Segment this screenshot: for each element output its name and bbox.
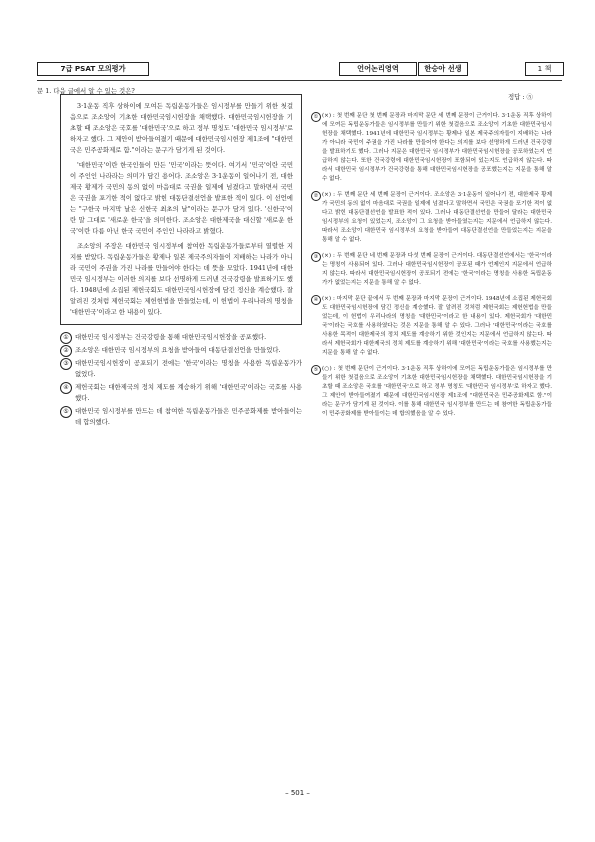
- explanation-number: ①: [311, 112, 321, 122]
- explanation-text: (○) : 첫 번째 문단이 근거이다. 3·1운동 직후 상하이에 모여든 독립운동가들은 임시정부를 만들기 위한 첫걸음으로 조소앙이 기초한 대한민국임시헌장을 채택했다. 대한민국임시헌장을 기초할 때 조소앙은 국호를 '대한민국'으로 하고 정부 명칭도 '대한민국 임시정부'로 하자고 했다. 그 제안이 받아들여졌기 때문에 대한민국임시헌장 제1조에 "대한민국은 민주공화제로 함."이라는 문구가 담기게 된 것이다. 이를 통해 대한민국 임시정부를 만드는 데 참여한 독립운동가들이 민주공화제를 받아들이는 데 합의했음을 알 수 있다.: [322, 366, 552, 417]
- passage-paragraph: '대한민국'이란 한국인들이 만든 '민국'이라는 뜻이다. 여기서 '민국'이란 국민이 주인인 나라라는 의미가 담긴 용어다. 조소앙은 3·1운동이 일어나기 전, 대한제국 황제가 국민의 동의 없이 마음대로 국권을 일제에 넘겼다고 말하면서 국민은 국권을 포기한 적이 없다고 밝힌 대동단결선언을 발표한 적이 있다. 이 선언에는 "구한국 마지막 날은 신한국 최초의 날"이라는 문구가 담겨 있다. '신한국'이란 말 그대로 '새로운 한국'을 의미한다. 조소앙은 대한제국을 대신할 '새로운 한국'이란 다름 아닌 한국 국민이 주인인 나라라고 밝혔다.: [70, 161, 293, 235]
- teacher-label: 한승아 선생: [418, 62, 468, 76]
- left-column: [60, 94, 302, 430]
- explanation-number: ③: [311, 252, 321, 262]
- header-divider: [37, 80, 562, 81]
- explanation-text: (×) : 마지막 문단 끝에서 두 번째 문장과 마지막 문장이 근거이다. 1948년에 소집된 제헌국회도 대한민국임시헌장에 담긴 정신을 계승했다. 잘 알려진 것처럼 제헌국회는 제헌헌법을 만들었는데, 이 헌법이 우리나라의 명칭을 '대한민국'이라고 한 내용이 있다. 제헌국회가 '대한민국'이라는 국호를 사용하였다는 것은 지문을 통해 알 수 있다. 그러나 '대한민국'이라는 국호를 사용한 목적이 대한제국의 정치 제도를 계승하기 위한 것인지는 지문에서 언급하지 않는다. 따라서 제헌국회가 대한제국의 정치 제도를 계승하기 위해 '대한민국'이라는 국호를 사용했는지는 지문을 통해 알 수 없다.: [322, 296, 552, 356]
- explanation-3: [311, 252, 552, 288]
- option-1: [60, 332, 302, 343]
- explanation-column: [311, 112, 552, 426]
- exam-title: 7급 PSAT 모의평가: [37, 62, 149, 76]
- page-header: [37, 62, 562, 76]
- explanation-text: (×) : 첫 번째 문단 첫 번째 문장과 마지막 문단 세 번째 문장이 근거이다. 3·1운동 직후 상하이에 모여든 독립운동가들은 임시정부를 만들기 위한 첫걸음으로 조소앙이 기초한 대한민국임시헌장을 채택했다. 1941년에 대한민국 임시정부는 황제나 일본 제국주의자들이 지배하는 나라가 아니라 국민이 주권을 가진 나라를 만들어야 한다는 의지를 보다 선명하게 드러낸 건국강령을 발표하기도 했다. 그러나 지문은 대한민국 임시정부가 대한민국임시헌장을 공포하였는지 언급하지 않는다. 또한 건국강령에 대한민국임시헌장이 포함되어 있는지도 언급하지 않는다. 따라서 대한민국 임시정부가 건국강령을 통해 대한민국임시헌장을 공포했는지는 지문을 통해 알 수 없다.: [322, 113, 552, 182]
- page-number: – 501 –: [285, 789, 310, 797]
- option-number: ③: [60, 358, 72, 370]
- passage-paragraph: 3·1운동 직후 상하이에 모여든 독립운동가들은 임시정부를 만들기 위한 첫걸음으로 조소앙이 기초한 대한민국임시헌장을 채택했다. 대한민국임시헌장을 기초할 때 조소앙은 국호를 '대한민국'으로 하고 정부 명칭도 '대한민국 임시정부'로 하자고 했다. 그 제안이 받아들여졌기 때문에 대한민국임시헌장 제1조에 "대한민국은 민주공화제로 함."이라는 문구가 담기게 된 것이다.: [70, 102, 293, 154]
- option-number: ⑤: [60, 406, 72, 418]
- option-5: [60, 406, 302, 428]
- answer-label: 정답 : ⑤: [508, 93, 533, 101]
- option-3: [60, 358, 302, 380]
- option-4: [60, 382, 302, 404]
- option-text: 대한민국 임시정부를 만드는 데 참여한 독립운동가들은 민주공화제를 받아들이는 데 합의했다.: [75, 407, 302, 426]
- passage-paragraph: 조소앙의 주장은 대한민국 임시정부에 참여한 독립운동가들로부터 열렬한 지지를 받았다. 독립운동가들은 황제나 일본 제국주의자들이 지배하는 나라가 아니라 국민이 주권을 가진 나라를 만들어야 한다는 데 뜻을 모았다. 1941년에 대한민국 임시정부는 이러한 의지를 보다 선명하게 드러낸 건국강령을 발표하기도 했다. 1948년에 소집된 제헌국회도 대한민국임시헌장에 담긴 정신을 계승했다. 잘 알려진 것처럼 제헌국회는 제헌헌법을 만들었는데, 이 헌법이 우리나라의 명칭을 '대한민국'이라고 한 내용이 있다.: [70, 242, 293, 316]
- explanation-text: (×) : 두 번째 문단 네 번째 문장과 다섯 번째 문장이 근거이다. 대동단결선언에서는 '한국'이라는 명칭이 사용되어 있다. 그러나 대한민국임시헌장이 공포된 때가 언제인지 지문에서 언급하지 않는다. 따라서 대한민국임시헌장이 공포되기 전에는 '한국'이라는 명칭을 사용한 독립운동가가 없었는지는 지문을 통해 알 수 없다.: [322, 253, 552, 286]
- option-number: ①: [60, 332, 72, 344]
- explanation-number: ④: [311, 295, 321, 305]
- answer-options: [60, 332, 302, 428]
- question-title: 문 1. 다음 글에서 알 수 있는 것은?: [37, 87, 135, 95]
- option-text: 대한민국 임시정부는 건국강령을 통해 대한민국임시헌장을 공포했다.: [75, 333, 267, 341]
- option-text: 대한민국임시헌장이 공포되기 전에는 '한국'이라는 명칭을 사용한 독립운동가가 없었다.: [75, 359, 302, 378]
- option-number: ②: [60, 345, 72, 357]
- explanation-text: (×) : 두 번째 문단 세 번째 문장이 근거이다. 조소앙은 3·1운동이 일어나기 전, 대한제국 황제가 국민의 동의 없이 마음대로 국권을 일제에 넘겼다고 말하면서 국민은 국권을 포기한 적이 없다고 밝힌 대동단결선언을 발표한 적이 있다. 그러나 대동단결선언을 만들어 달라는 대한민국 임시정부의 요청이 있었는지, 조소앙이 그 요청을 받아들였는지는 지문에서 언급하지 않는다. 따라서 조소앙이 대한민국 임시정부의 요청을 받아들여 대동단결선언을 만들었는지는 지문을 통해 알 수 없다.: [322, 192, 552, 243]
- passage-box: [60, 94, 302, 325]
- explanation-number: ⑤: [311, 365, 321, 375]
- explanation-4: [311, 295, 552, 358]
- explanation-1: [311, 112, 552, 184]
- subject-label: 언어논리영역: [339, 62, 417, 76]
- explanation-number: ②: [311, 191, 321, 201]
- option-number: ④: [60, 382, 72, 394]
- explanation-2: [311, 191, 552, 245]
- option-2: [60, 345, 302, 356]
- booklet-label: 1 책: [525, 62, 564, 76]
- explanation-5: [311, 365, 552, 419]
- option-text: 조소앙은 대한민국 임시정부의 요청을 받아들여 대동단결선언을 만들었다.: [75, 346, 281, 354]
- option-text: 제헌국회는 대한제국의 정치 제도를 계승하기 위해 '대한민국'이라는 국호를 사용했다.: [75, 383, 302, 402]
